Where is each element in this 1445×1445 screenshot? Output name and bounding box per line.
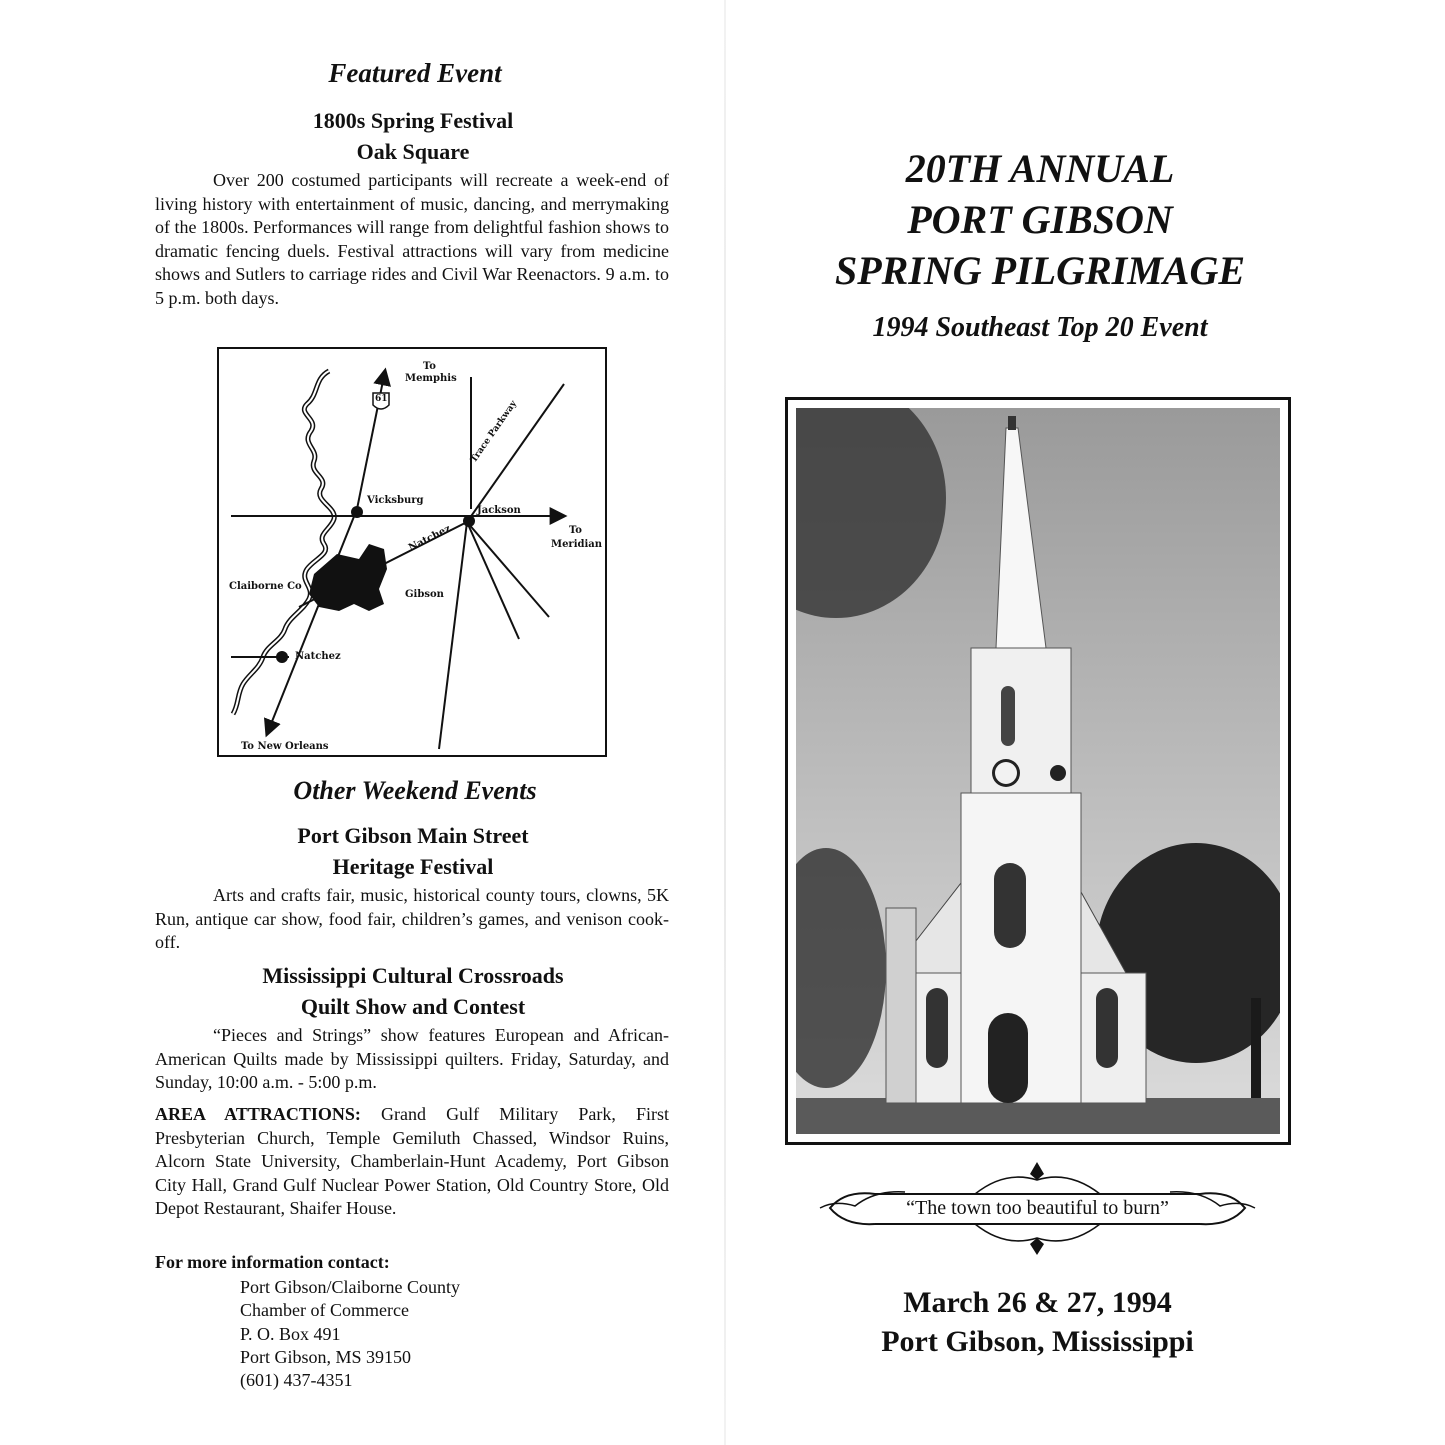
event-location: Port Gibson, Mississippi (881, 1325, 1194, 1358)
contact-line: (601) 437-4351 (240, 1370, 353, 1391)
tagline-banner (815, 1160, 1260, 1255)
quilt-show-title-1: Mississippi Cultural Crossroads (262, 963, 564, 988)
contact-line: Chamber of Commerce (240, 1300, 409, 1321)
map-label-to-meridian-2: Meridian (551, 539, 603, 550)
subtitle: 1994 Southeast Top 20 Event (872, 312, 1208, 343)
contact-line: Port Gibson, MS 39150 (240, 1346, 412, 1367)
area-map (217, 347, 607, 757)
heritage-festival-description: Arts and crafts fair, music, historical county tours, clowns, 5K Run, antique car show, food fair, children’s games, and venison cook-off. (155, 885, 669, 952)
event-date: March 26 & 27, 1994 (903, 1286, 1172, 1319)
map-label-natchez-trace: Natchez (407, 523, 453, 554)
church-photo-frame (785, 397, 1291, 1145)
contact-line: Port Gibson/Claiborne County (240, 1277, 460, 1297)
quilt-show-description: “Pieces and Strings” show features European and African-American Quilts made by Mississippi quilters. Friday, Saturday, and Sunday, 10:00 a.m. - 5:00 p.m. (155, 1025, 669, 1092)
heritage-festival-title-2: Heritage Festival (332, 854, 494, 879)
map-label-trace-parkway: Trace Parkway (469, 399, 520, 465)
map-label-gibson: Gibson (405, 589, 444, 600)
title-line-1: 20TH ANNUAL (905, 146, 1175, 191)
other-events-heading: Other Weekend Events (293, 776, 537, 805)
featured-event-heading: Featured Event (328, 58, 502, 88)
map-label-claiborne-county: Claiborne Co (229, 581, 302, 592)
map-label-to-memphis-2: Memphis (405, 373, 457, 384)
church-illustration (796, 408, 1280, 1134)
featured-event-title: 1800s Spring Festival (312, 108, 514, 133)
contact-heading: For more information contact: (155, 1252, 390, 1272)
map-label-to-memphis-1: To (423, 361, 436, 372)
area-attractions-label: AREA ATTRACTIONS: (155, 1104, 361, 1124)
title-line-2: PORT GIBSON (907, 197, 1173, 242)
area-attractions-list: Grand Gulf Military Park, First Presbyterian Church, Temple Gemiluth Chassed, Windsor Ruins, Alcorn State University, Chamberlain-Hunt Academy, Port Gibson City Hall, Grand Gulf Nuclear Power Station, Old Country Store, Old Depot Restaurant, Shaifer House. (155, 1104, 669, 1218)
heritage-festival-title-1: Port Gibson Main Street (297, 823, 529, 848)
church-photo (796, 408, 1280, 1134)
map-label-route-61: 61 (375, 394, 388, 404)
featured-event-location: Oak Square (356, 139, 470, 164)
tagline-text: “The town too beautiful to burn” (906, 1197, 1169, 1219)
map-label-to-meridian-1: To (569, 525, 582, 536)
contact-line: P. O. Box 491 (240, 1323, 341, 1344)
map-label-to-new-orleans: To New Orleans (241, 741, 329, 752)
area-attractions (155, 1103, 669, 1221)
map-label-jackson: Jackson (477, 505, 521, 516)
contact-address (240, 1276, 460, 1392)
title-line-3: SPRING PILGRIMAGE (834, 248, 1246, 293)
quilt-show-title-2: Quilt Show and Contest (300, 994, 526, 1019)
featured-event-description: Over 200 costumed participants will recreate a week-end of living history with entertainment of music, dancing, and merrymaking of the 1800s. Performances will range from delightful fashion shows to dramatic fencing duels. Festival attractions will vary from medicine shows and Sutlers to carriage rides and Civil War Reenactors. 9 a.m. to 5 p.m. both days. (155, 170, 669, 308)
map-label-natchez: Natchez (295, 651, 341, 662)
map-label-vicksburg: Vicksburg (367, 495, 424, 506)
